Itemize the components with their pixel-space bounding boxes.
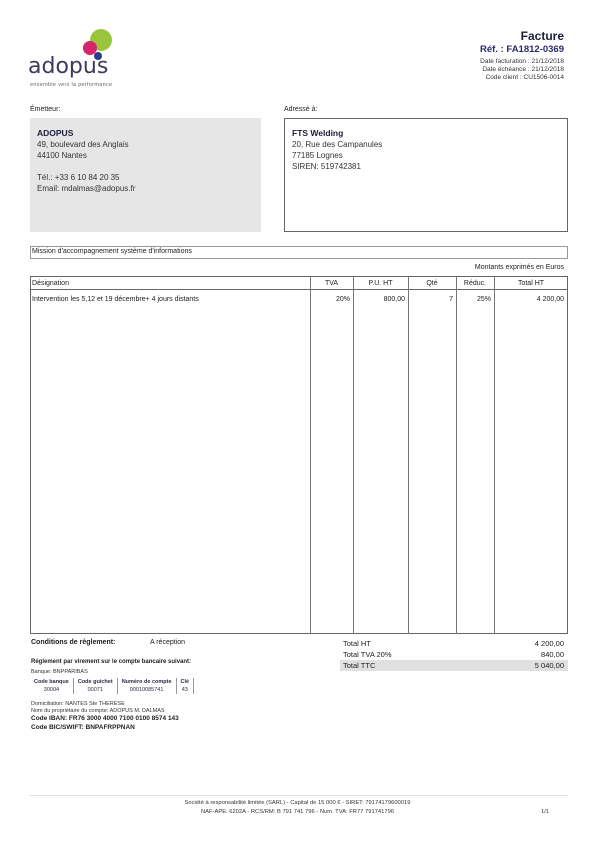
footer-line-1: Société à responsabilité limitée (SARL) - Capital de 15 000 € - SIRET: 79174179600019: [184, 800, 411, 806]
col-divider-1: [310, 276, 311, 634]
row-pu: 800,00: [383, 296, 405, 303]
total-ttc-value: 5 040,00: [534, 661, 564, 670]
total-tva-value: 840,00: [541, 650, 564, 659]
domiciliation: Domiciliation: NANTES Ste THERESE: [31, 701, 125, 707]
col-divider-5: [494, 276, 495, 634]
row-tva: 20%: [335, 296, 350, 303]
transfer-label: Règlement par virement sur le compte bancaire suivant:: [31, 659, 192, 665]
invoice-ref: Réf. : FA1812-0369: [480, 44, 564, 55]
row-qty: 7: [449, 296, 453, 303]
header-designation: Désignation: [32, 280, 69, 287]
total-ht-value: 4 200,00: [534, 639, 564, 648]
total-ttc-row: [340, 660, 568, 671]
bank-value-code-banque: 30004: [30, 686, 73, 694]
logo-tagline: ensemble vers la performance: [30, 82, 113, 88]
bank-value-cle: 43: [176, 686, 194, 694]
emitter-block: [37, 128, 135, 194]
col-divider-2: [353, 276, 354, 634]
emitter-label: Émetteur:: [30, 106, 61, 113]
recipient-name: FTS Welding: [292, 128, 344, 138]
header-qty: Qté: [426, 280, 438, 287]
bank-value-code-guichet: 00071: [73, 686, 117, 694]
page-title: Facture: [520, 29, 564, 43]
header-reduc: Réduc.: [463, 280, 487, 287]
recipient-address-2: 77185 Lognes: [292, 151, 343, 160]
total-ht-row: [340, 638, 568, 649]
recipient-address-1: 20, Rue des Campanules: [292, 140, 383, 149]
recipient-label: Adressé à:: [284, 106, 318, 113]
bank-header-code-banque: Code banque: [30, 678, 73, 686]
payment-conditions-value: A réception: [150, 639, 186, 646]
account-owner: Nom du propriétaire du compte: ADOPUS M. DALMAS: [31, 708, 165, 714]
col-divider-3: [408, 276, 409, 634]
bank-details-table: [30, 678, 194, 694]
footer-divider: [30, 795, 568, 796]
bank-name: Banque: BNPPARIBAS: [31, 669, 88, 675]
recipient-siren: SIREN: 519742381: [292, 162, 361, 171]
emitter-address-2: 44100 Nantes: [37, 151, 87, 160]
emitter-name: ADOPUS: [37, 128, 74, 138]
row-designation: Intervention les 5,12 et 19 décembre+ 4 jours distants: [32, 296, 199, 303]
header-pu: P.U. HT: [368, 280, 393, 287]
bank-header-code-guichet: Code guichet: [73, 678, 117, 686]
header-tva: TVA: [324, 280, 339, 287]
bank-header-numero-compte: Numéro de compte: [117, 678, 176, 686]
totals-block: [340, 638, 568, 671]
payment-conditions-label: Conditions de règlement:: [31, 639, 116, 646]
bic: Code BIC/SWIFT: BNPAFRPPNAN: [31, 724, 135, 731]
row-total: 4 200,00: [536, 296, 564, 303]
total-ttc-label: Total TTC: [343, 661, 376, 670]
emitter-email: Email: mdalmas@adopus.fr: [37, 184, 136, 193]
col-divider-4: [456, 276, 457, 634]
date-echeance: Date échéance : 21/12/2018: [482, 66, 564, 73]
bank-header-cle: Clé: [176, 678, 194, 686]
recipient-block: [292, 128, 382, 172]
header-total: Total HT: [517, 280, 545, 287]
currency-note: Montants exprimés en Euros: [474, 264, 564, 271]
invoice-table: [30, 276, 568, 634]
date-facturation: Date facturation : 21/12/2018: [480, 58, 564, 65]
emitter-address-1: 49, boulevard des Anglais: [37, 140, 129, 149]
bank-value-numero-compte: 00010085741: [117, 686, 176, 694]
mission-text: Mission d'accompagnement système d'informations: [32, 248, 192, 255]
code-client: Code client : CU1506-0014: [485, 74, 564, 81]
total-ht-label: Total HT: [343, 639, 371, 648]
iban: Code IBAN: FR76 3000 4000 7100 0100 8574 143: [31, 715, 179, 722]
table-header-divider: [30, 289, 568, 290]
logo-text: adopus: [28, 54, 109, 79]
page-number: 1/1: [540, 809, 549, 815]
footer-line-2: NAF-APE: 6202A - RCS/RM: B 791 741 796 - Num. TVA: FR77 791741796: [200, 809, 395, 815]
total-tva-label: Total TVA 20%: [343, 650, 392, 659]
emitter-tel: Tél.: +33 6 10 84 20 35: [37, 173, 120, 182]
company-logo: [28, 26, 138, 92]
row-reduc: 25%: [476, 296, 491, 303]
total-tva-row: [340, 649, 568, 660]
